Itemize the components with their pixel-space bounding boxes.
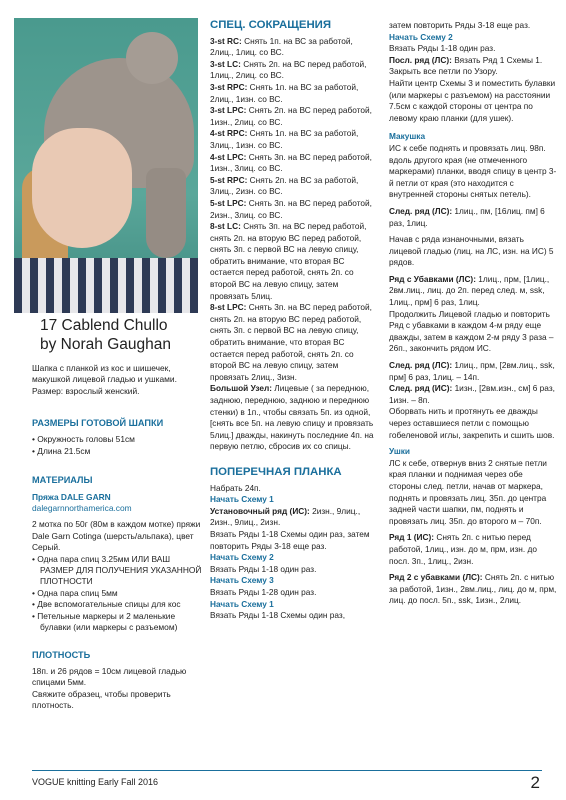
hat-photo <box>14 18 198 313</box>
band-rows-3: Вязать Ряды 1-28 один раз. <box>210 586 317 597</box>
abbr-item: 3-st LPC: Снять 2п. на ВС перед работой, 1изн., 2лиц. со ВС. <box>210 105 372 127</box>
magazine-name: VOGUE knitting Early Fall 2016 <box>32 777 159 787</box>
band-rows-2: Вязать Ряды 1-18 один раз. <box>210 563 317 574</box>
page-number: 2 <box>530 773 540 792</box>
material-item: • Петельные маркеры и 2 маленькие булавки (или маркеры с разъемом) <box>32 610 178 633</box>
ears-text: ЛС к себе, отвернув вниз 2 снятые петли края планки и поднимая через обе стороны след. петли, начав от маркера, поднять и провязать лиц. 35п. до центра задней части шапки, пм, поднять и провязать лиц. 35п. до второго м – 70п. <box>389 457 547 526</box>
right-column <box>389 20 557 607</box>
ear-row-1: Ряд 1 (ИС): Снять 2п. с нитью перед работой, 1лиц., изн. до м, прм, изн. до посл. 3п., 1лиц., 2изн. <box>389 532 537 566</box>
yarn-url[interactable]: dalegarnnorthamerica.com <box>32 503 132 514</box>
page-footer <box>32 770 542 792</box>
chart-3-heading: Начать Схему 3 <box>210 575 274 586</box>
next-row-1: След. ряд (ЛС): 1лиц., прм, [2вм.лиц., ssk, прм] 6 раз, 1лиц. – 14п. <box>389 360 555 382</box>
chart-2b-heading: Начать Схему 2 <box>389 31 453 42</box>
middle-column <box>210 20 378 622</box>
next-row-2: След. ряд (ИС): 1изн., [2вм.изн., см] 6 раз, 1изн. – 8п. <box>389 383 555 405</box>
last-row: Посл. ряд (ЛС): Вязать Ряд 1 Схемы 1. Закрыть все петли по Узору. <box>389 54 543 77</box>
abbr-item: 4-st RPC: Снять 1п. на ВС за работой, 3лиц., 1изн. со ВС. <box>210 128 359 150</box>
gauge-text2: Свяжите образец, чтобы проверить плотность. <box>32 688 171 711</box>
abbr-item: 5-st LPC: Снять 3п. на ВС перед работой, 2изн., 3лиц. со ВС. <box>210 197 372 220</box>
ear-row-2: Ряд 2 с убавками (ЛС): Снять 2п. с нитью за работой, 1изн., 2вм.лиц., лиц. до м, прм, лиц. до посл. 5п., ssk, 1изн., 2лиц. <box>389 572 557 606</box>
material-item: • Одна пара спиц 3.25мм ИЛИ ВАШ РАЗМЕР ДЛЯ ПОЛУЧЕНИЯ УКАЗАННОЙ ПЛОТНОСТИ <box>32 553 202 587</box>
cont-text: Продолжить Лицевой гладью и повторить Ряд с убавками в каждом 4-м ряду еще дважды, затем в каждом 2-м ряду 3 раза – 26п., закончить рядом ИС. <box>389 308 554 354</box>
finish-text: Оборвать нить и протянуть ее дважды через оставшиеся петли с помощью гобеленовой иглы, закрепить и сшить шов. <box>389 406 555 440</box>
setup-row: Установочный ряд (ИС): 2изн., 9лиц., 2изн., 9лиц., 2изн. <box>210 505 361 528</box>
band-heading: ПОПЕРЕЧНАЯ ПЛАНКА <box>210 465 342 478</box>
chart-2-heading: Начать Схему 2 <box>210 552 274 563</box>
band-cast: Набрать 24п. <box>210 482 261 493</box>
pattern-title: 17 Cablend Chullo by Norah Gaughan <box>40 317 171 353</box>
abbr-item: 8-st LC: Снять 3п. на ВС перед работой, снять 2п. на вторую ВС перед работой, снять 3п. с первой ВС на левую спицу, обратить внимание, что вторая ВС остается перед работой, снять 2п. со второй ВС на левую спицу, затем провязать 5лиц. <box>210 221 367 301</box>
yarn-text: 2 мотка по 50г (80м в каждом мотке) пряжи Dale Garn Cotinga (шерсть/альпака), цвет Серый. <box>32 519 201 553</box>
chart-1b-heading: Начать Схему 1 <box>210 598 274 609</box>
crown-text: ИС к себе поднять и провязать лиц. 98п. вдоль другого края (не отмеченного маркерами) планки, вводя спицу в центр 3-й петли от края (это находится с внутренней стороны снятых петель). <box>389 142 557 200</box>
size-item: • Длина 21.5см <box>32 445 91 456</box>
abbr-item: 5-st RPC: Снять 2п. на ВС за работой, 3лиц., 2изн. со ВС. <box>210 174 359 197</box>
center-text: Найти центр Схемы 3 и поместить булавки (или маркеры с разъемом) на расстоянии 7.5см с каждой стороны от центра по левому краю планки (для ушек). <box>389 77 556 123</box>
gauge-heading: ПЛОТНОСТЬ <box>32 649 91 660</box>
next-row: След. ряд (ЛС): 1лиц., пм, [16лиц. пм] 6 раз, 1лиц. <box>389 205 545 228</box>
sweater-shape <box>14 258 198 313</box>
band-cont: затем повторить Ряды 3-18 еще раз. <box>389 20 531 30</box>
pompom-shape <box>126 32 178 84</box>
material-item: • Две вспомогательные спицы для кос <box>32 599 181 610</box>
left-column <box>32 418 202 712</box>
abbr-item: 4-st LPC: Снять 3п. на ВС перед работой, 1изн., 3лиц. со ВС. <box>210 151 372 174</box>
band-rows-1b: Вязать Ряды 1-18 Схемы один раз, <box>210 610 346 621</box>
face-shape <box>32 128 132 248</box>
abbr-heading: СПЕЦ. СОКРАЩЕНИЯ <box>210 19 332 31</box>
gauge-text: 18п. и 26 рядов = 10см лицевой гладью спицами 5мм. <box>32 665 187 688</box>
materials-heading: МАТЕРИАЛЫ <box>32 475 93 486</box>
yarn-brand: Пряжа DALE GARN <box>32 491 111 502</box>
chart-1-heading: Начать Схему 1 <box>210 494 274 505</box>
abbr-item: 8-st LPC: Снять 3п. на ВС перед работой, снять 2п. на вторую ВС перед работой, снять 3п. с первой ВС на левую спицу, обратить внимание, что вторая ВС остается перед работой, снять 2п. со второй ВС на левую спицу, затем провязать 2лиц., 3изн. <box>210 302 372 382</box>
crown-heading: Макушка <box>389 131 426 142</box>
abbr-item: 3-st RC: Снять 1п. на ВС за работой, 2лиц., 1лиц. со ВС. <box>210 35 353 58</box>
earflap-shape <box>146 168 186 258</box>
dec-row: Ряд с Убавками (ЛС): 1лиц., прм, [1лиц., 2вм.лиц., лиц. до 2п. перед след. м, ssk, 1лиц., прм] 6 раз, 1лиц. <box>389 273 550 308</box>
abbr-item: 3-st LC: Снять 2п. на ВС перед работой, 1лиц., 2лиц. со ВС. <box>210 58 367 81</box>
size-item: • Окружность головы 51см <box>32 434 135 445</box>
band-rows-1: Вязать Ряды 1-18 Схемы один раз, затем повторить Ряды 3-18 еще раз. <box>210 528 370 551</box>
material-item: • Одна пара спиц 5мм <box>32 587 118 598</box>
ears-heading: Ушки <box>389 446 411 457</box>
abbr-item: 3-st RPC: Снять 1п. на ВС за работой, 2лиц., 1изн. со ВС. <box>210 81 359 104</box>
pattern-description: Шапка с планкой из кос и шишечек, макушкой лицевой гладью и ушками. Размер: взрослый женский. <box>32 363 177 396</box>
abbr-item: Большой Узел: Лицевые ( за переднюю, заднюю, переднюю, заднюю и переднюю стенки) в 1п., чтобы связать 5п. из одной, [снять все 5п. на левую спицу и провязать 5лиц.] дважды, накинуть последние 4п. на первую петлю, сбросив их со спицы. <box>210 383 374 452</box>
start-text: Начав с ряда изнаночными, вязать лицевой гладью (лиц. на ЛС, изн. на ИС) 5 рядов. <box>389 234 554 268</box>
sizes-heading: РАЗМЕРЫ ГОТОВОЙ ШАПКИ <box>32 418 164 428</box>
abbr-list <box>210 36 378 453</box>
band-rows-2b: Вязать Ряды 1-18 один раз. <box>389 43 496 54</box>
